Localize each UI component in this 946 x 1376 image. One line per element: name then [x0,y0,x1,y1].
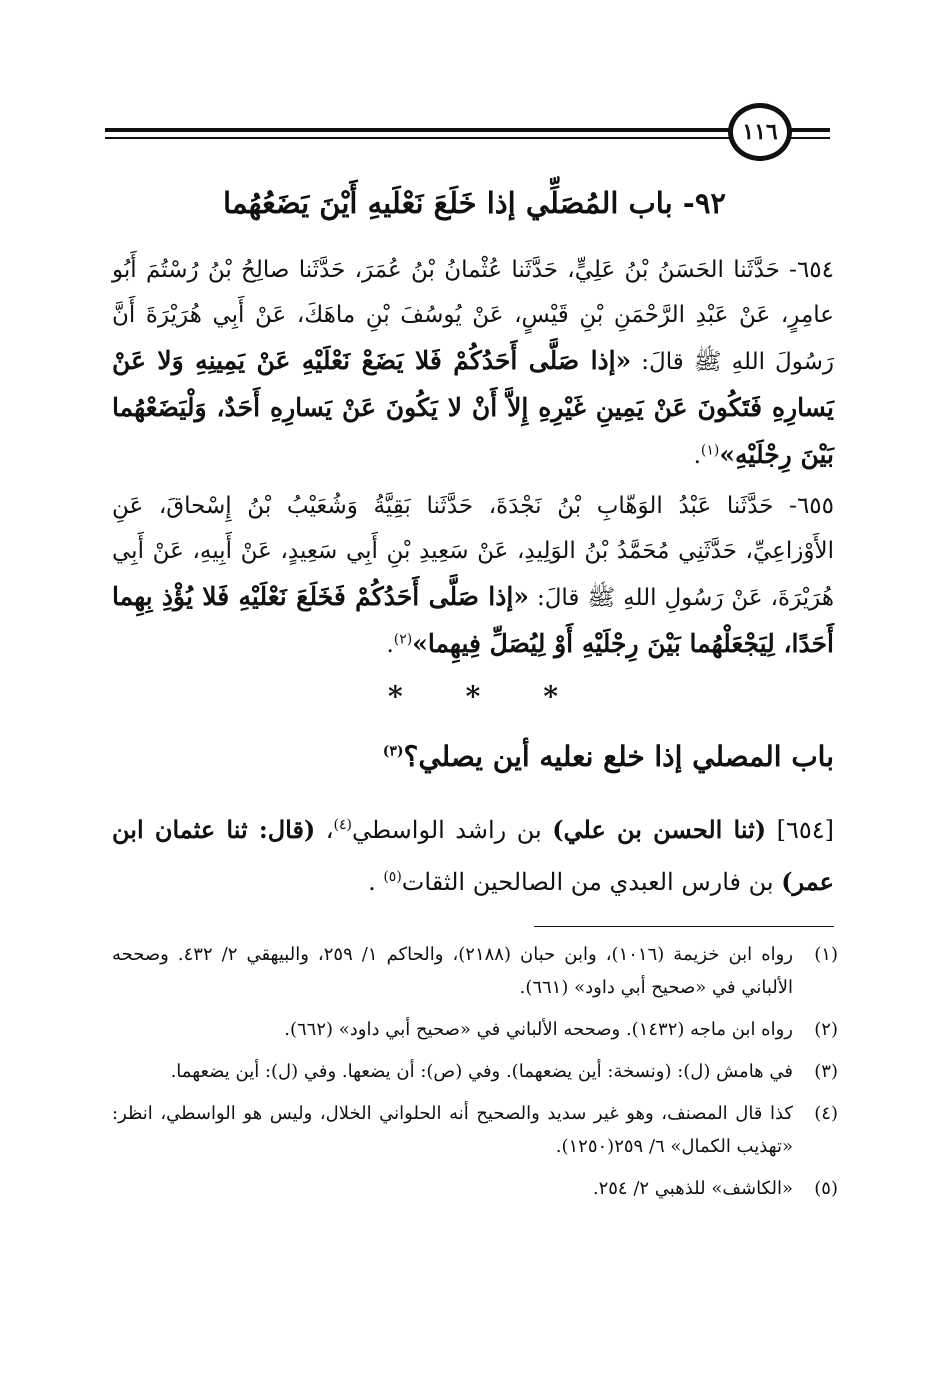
chapter-title: ٩٢- باب المُصَلِّي إذا خَلَعَ نَعْلَيهِ أَيْنَ يَضَعُهُما [223,186,726,220]
footnote [112,1013,838,1046]
hadith-isnad: حَدَّثَنا الحَسَنُ بْنُ عَلِيٍّ، حَدَّثَنا عُثْمانُ بْنُ عُمَرَ، حَدَّثَنا صالِحُ بْنُ رُسْتُمَ أَبُو عامِرٍ، عَنْ عَبْدِ الرَّحْمَنِ بْنِ قَيْسٍ، عَنْ يُوسُفَ بْنِ ماهَكَ، عَنْ أَبِي هُرَيْرَةَ أَنَّ رَسُولَ اللهِ ﷺ قالَ: [112,257,835,375]
separator-star: * [543,680,558,713]
footnote-ref: (١) [700,442,720,459]
footnote-ref: (٣) [382,743,404,760]
footnote-text: كذا قال المصنف، وهو غير سديد والصحيح أنه الحلواني الخلال، وليس هو الواسطي، انظر: «تهذيب الكمال» ٦/ ٢٥٩(١٢٥٠). [112,1103,793,1157]
footnote-number: (٣) [814,1061,838,1082]
hadith-654: ٦٥٤- حَدَّثَنا الحَسَنُ بْنُ عَلِيٍّ، حَدَّثَنا عُثْمانُ بْنُ عُمَرَ، حَدَّثَنا صالِحُ بْنُ رُسْتُمَ أَبُو عامِرٍ، عَنْ عَبْدِ الرَّحْمَنِ بْنِ قَيْسٍ، عَنْ يُوسُفَ بْنِ ماهَكَ، عَنْ أَبِي هُرَيْرَةَ أَنَّ رَسُولَ اللهِ ﷺ قالَ: «إذا صَلَّى أَحَدُكُمْ فَلا يَضَعْ نَعْلَيْهِ عَنْ يَمِينِهِ وَلا عَنْ يَسارِهِ فَتَكُونَ عَنْ يَمِينِ غَيْرِهِ إِلاَّ أَنْ لا يَكُونَ عَنْ يَسارِهِ أَحَدٌ، وَلْيَضَعْهُما بَيْنَ رِجْلَيْهِ»$^{(١)}$. [112,257,835,469]
section-separator [388,680,558,713]
commentary-text: . [368,868,384,896]
footnote-ref: (٤) [333,817,352,833]
footnote [112,1055,838,1088]
footnote-text: رواه ابن خزيمة (١٠١٦)، وابن حبان (٢١٨٨)، والحاكم ١/ ٢٥٩، والبيهقي ٢/ ٤٣٢. وصححه الألباني في «صحيح أبي داود» (٦٦١). [112,944,794,998]
footnote-text: «الكاشف» للذهبي ٢/ ٢٥٤. [592,1178,793,1199]
hadith-matn: «إذا صَلَّى أَحَدُكُمْ فَلا يَضَعْ نَعْلَيْهِ عَنْ يَمِينِهِ وَلا عَنْ يَسارِهِ فَتَكُونَ عَنْ يَمِينِ غَيْرِهِ إِلاَّ أَنْ لا يَكُونَ عَنْ يَسارِهِ أَحَدٌ، وَلْيَضَعْهُما بَيْنَ رِجْلَيْهِ» [112,346,834,469]
commentary-quote: (قال: ثنا عثمان ابن عمر) [112,815,834,896]
hadith-number: ٦٥٤- [789,257,834,283]
commentary-text: بن فارس العبدي من الصالحين الثقات [401,868,782,896]
commentary-paragraph [112,804,834,908]
footnotes [112,938,838,1214]
hadith-matn: «إذا صَلَّى أَحَدُكُمْ فَخَلَعَ نَعْلَيْهِ فَلا يُؤْذِ بِهِما أَحَدًا، لِيَجْعَلْهُما بَيْنَ رِجْلَيْهِ أَوْ لِيُصَلِّ فِيهِما» [112,582,834,658]
footnote-rule [534,926,834,927]
footnote [112,1172,838,1205]
hadith-isnad: حَدَّثَنا عَبْدُ الوَهّابِ بْنُ نَجْدَةَ، حَدَّثَنا بَقِيَّةُ وَشُعَيْبُ بْنُ إِسْحاقَ، عَنِ الأَوْزاعِيِّ، حَدَّثَنِي مُحَمَّدُ بْنُ الوَلِيدِ، عَنْ سَعِيدِ بْنِ أَبِي سَعِيدٍ، عَنْ أَبِيهِ، عَنْ أَبِي هُرَيْرَةَ، عَنْ رَسُولِ اللهِ ﷺ قالَ: [112,493,835,611]
separator-star: * [465,680,481,713]
separator-star: * [388,680,403,713]
footnote-number: (٥) [814,1178,838,1199]
header-rule [105,128,730,139]
footnote-number: (٢) [814,1019,838,1040]
footnote-number: (١) [814,944,838,965]
commentary-title-text: باب المصلي إذا خلع نعليه أين يصلي؟ [403,740,834,773]
commentary-text: بن راشد الواسطي [351,816,553,844]
footnote [112,1097,838,1163]
commentary-title [112,740,834,773]
commentary-text: ، [315,816,334,844]
page-number: ١١٦ [728,103,792,161]
footnote-ref: (٢) [393,631,413,648]
footnote-ref: (٥) [383,869,402,885]
hadith-655: ٦٥٥- حَدَّثَنا عَبْدُ الوَهّابِ بْنُ نَجْدَةَ، حَدَّثَنا بَقِيَّةُ وَشُعَيْبُ بْنُ إِسْحاقَ، عَنِ الأَوْزاعِيِّ، حَدَّثَنِي مُحَمَّدُ بْنُ الوَلِيدِ، عَنْ سَعِيدِ بْنِ أَبِي سَعِيدٍ، عَنْ أَبِيهِ، عَنْ أَبِي هُرَيْرَةَ، عَنْ رَسُولِ اللهِ ﷺ قالَ: «إذا صَلَّى أَحَدُكُمْ فَخَلَعَ نَعْلَيْهِ فَلا يُؤْذِ بِهِما أَحَدًا، لِيَجْعَلْهُما بَيْنَ رِجْلَيْهِ أَوْ لِيُصَلِّ فِيهِما»$^{(٢)}$. [112,493,835,658]
hadith-number: ٦٥٥- [789,493,834,519]
footnote-text: رواه ابن ماجه (١٤٣٢). وصححه الألباني في «صحيح أبي داود» (٦٦٢). [284,1019,793,1040]
header-rule-right [790,128,830,139]
footnote [112,938,838,1004]
footnote-text: في هامش (ل): (ونسخة: أين يضعهما). وفي (ص): أن يضعها. وفي (ل): أين يضعهما. [170,1061,793,1082]
commentary-quote: (ثنا الحسن بن علي) [552,815,767,844]
footnote-number: (٤) [814,1103,838,1124]
commentary-ref: [٦٥٤] [766,816,835,844]
